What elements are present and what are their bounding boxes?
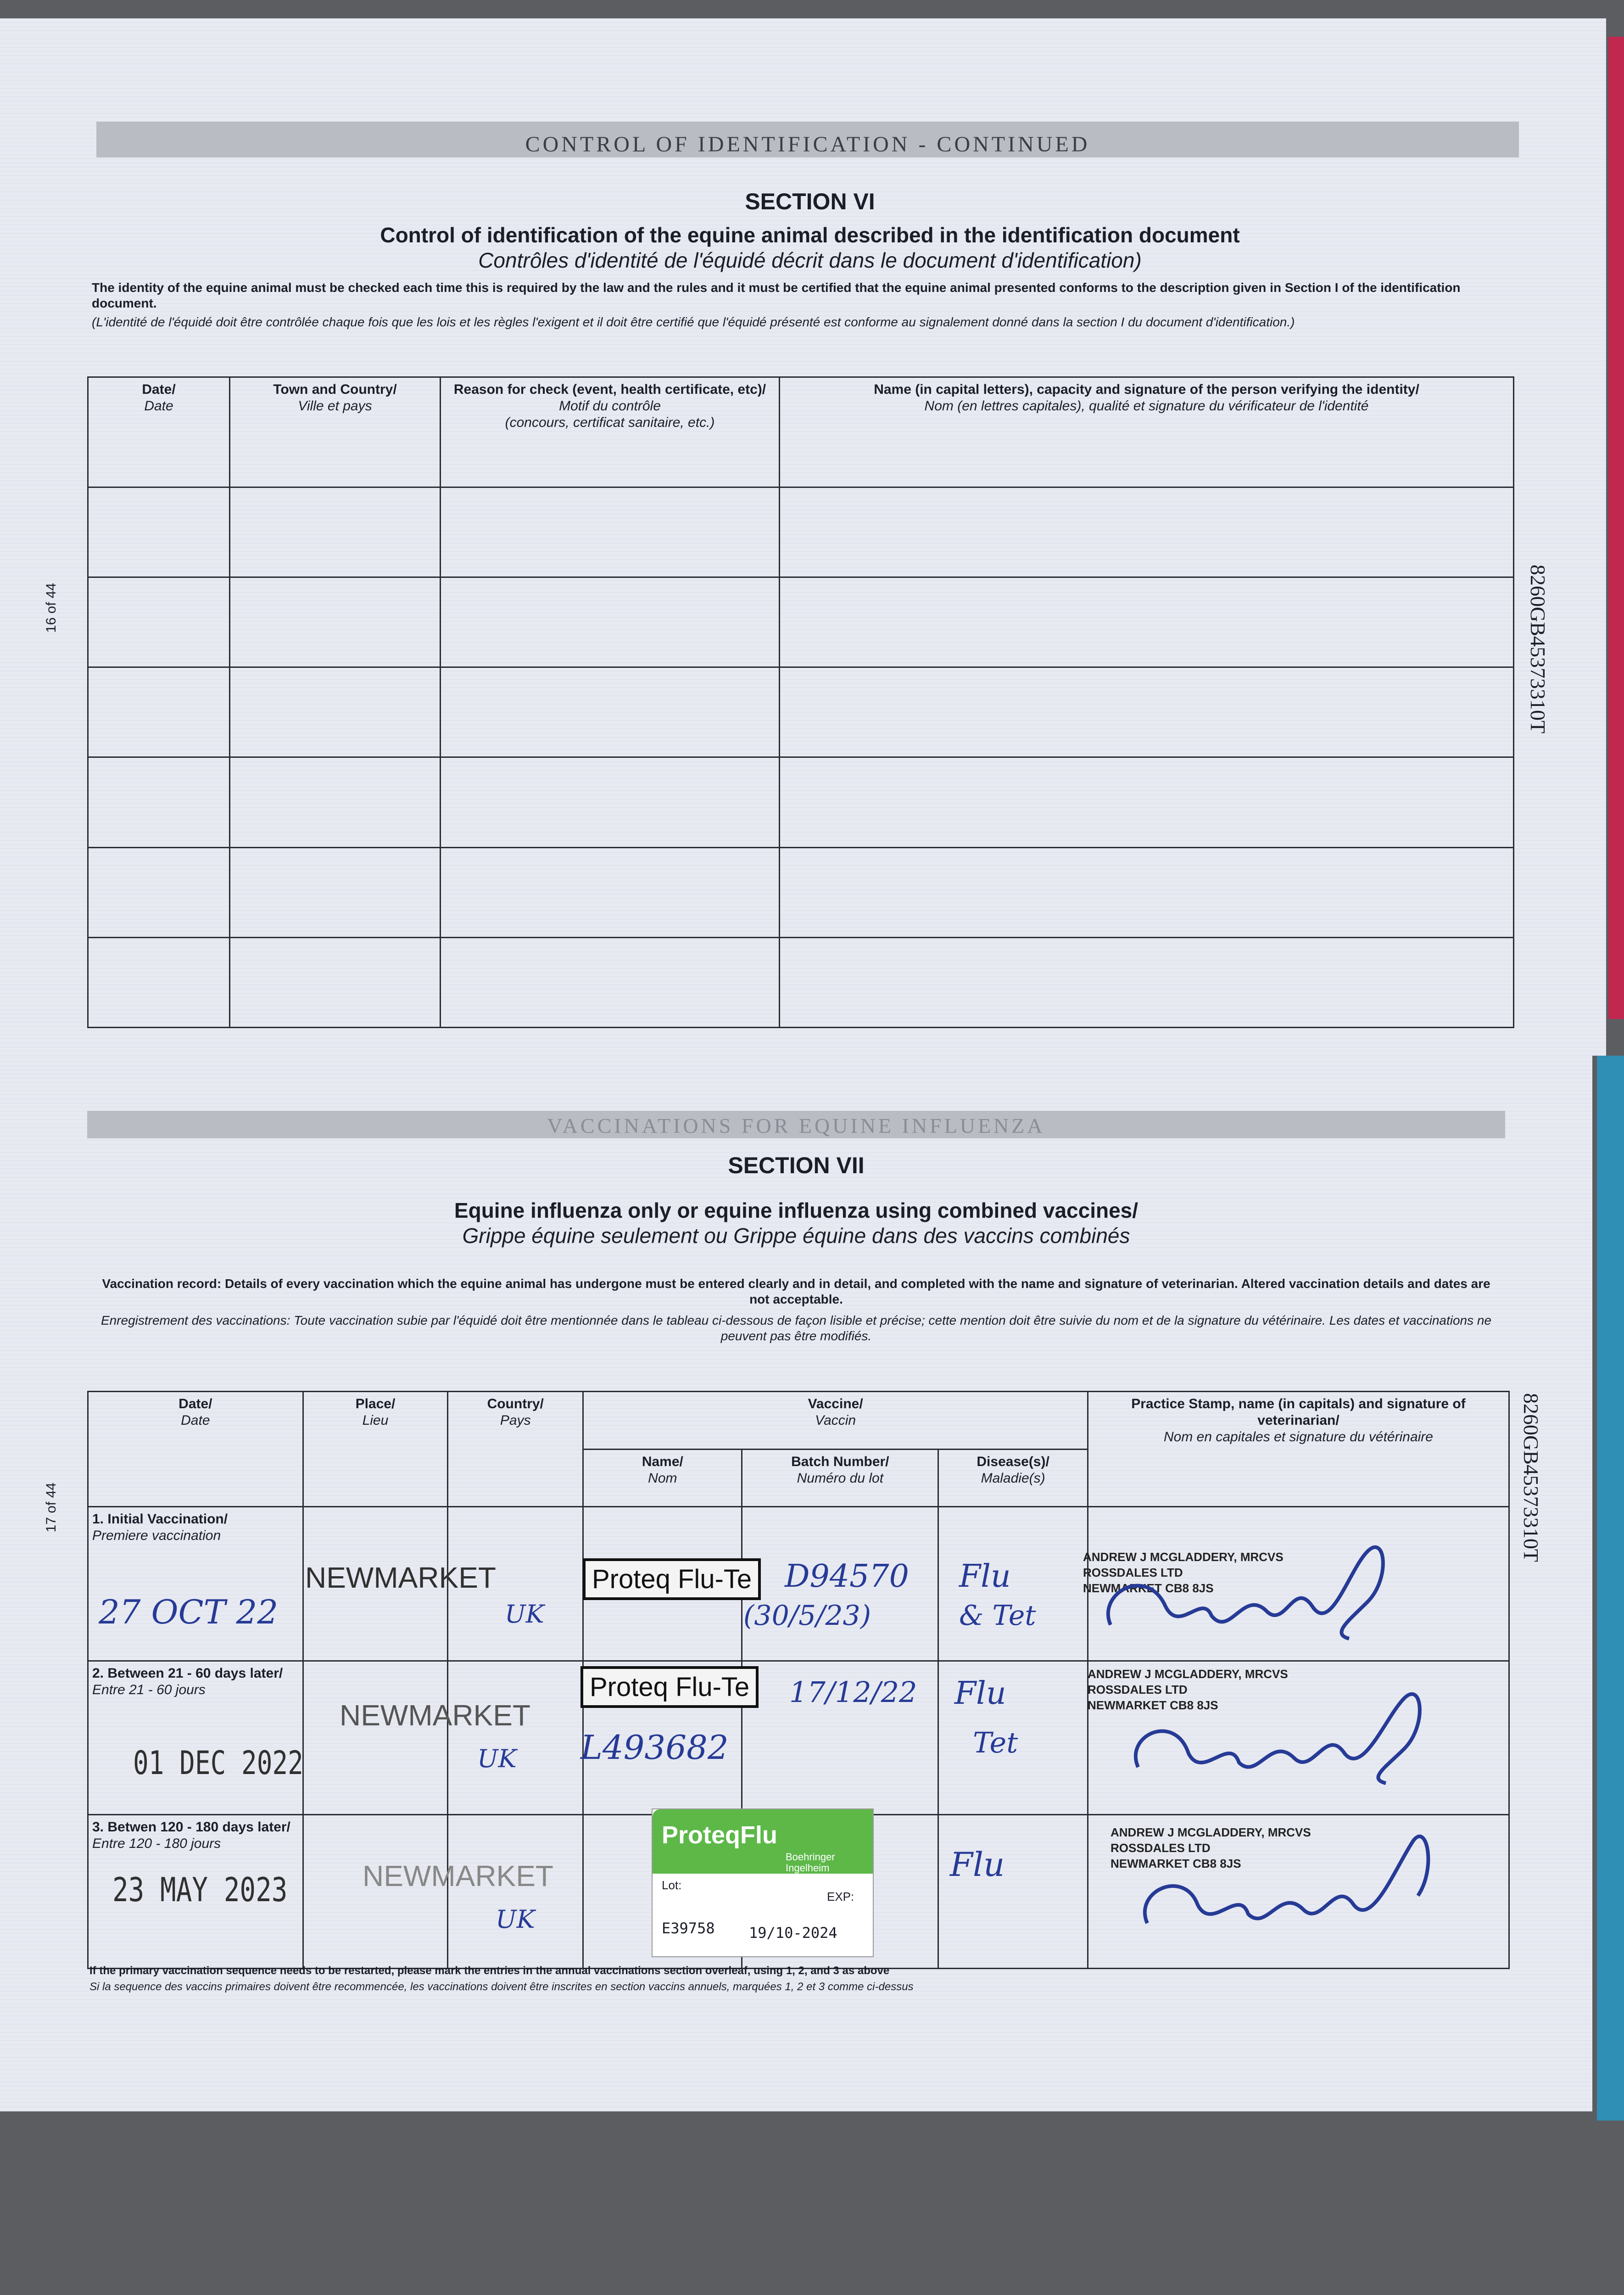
row1-date: 27 OCT 22: [99, 1593, 279, 1631]
row2-disease-2: Tet: [973, 1726, 1018, 1759]
sticker-exp: 19/10-2024: [749, 1924, 837, 1942]
row1-place-stamp: NEWMARKET: [305, 1561, 496, 1594]
table-row: 3. Betwen 120 - 180 days later/ Entre 120 - 180 jours: [88, 1814, 1509, 1968]
col-batch-header: Batch Number/ Numéro du lot: [742, 1449, 938, 1507]
col-date-header: Date/ Date: [88, 1392, 303, 1507]
col-place-header: Place/ Lieu: [303, 1392, 448, 1507]
table-row: 1. Initial Vaccination/ Premiere vaccination: [88, 1507, 1509, 1661]
section-vi-heading-fr: Contrôles d'identité de l'équidé décrit dans le document d'identification): [478, 248, 1142, 272]
row2-date-stamp: 01 DEC 2022: [133, 1744, 303, 1782]
sticker-lot-label: Lot:: [662, 1878, 682, 1892]
row1-disease: Flu: [959, 1558, 1011, 1595]
row2-batch: L493682: [580, 1728, 729, 1767]
section-band-control: CONTROL OF IDENTIFICATION - CONTINUED: [96, 122, 1519, 157]
passport-id-bottom: 8260GB45373310T: [1519, 1393, 1543, 1562]
section-vi-heading: Control of identification of the equine animal described in the identification document: [380, 223, 1240, 247]
table-row: [88, 487, 1514, 577]
row1-batch-expiry: (30/5/23): [743, 1600, 871, 1632]
row2-batch-date: 17/12/22: [789, 1675, 917, 1709]
section-vii-title: SECTION VII: [728, 1153, 865, 1178]
table-row: 2. Between 21 - 60 days later/ Entre 21 - 60 jours: [88, 1661, 1509, 1814]
row3-practice-stamp: ANDREW J MCGLADDERY, MRCVS ROSSDALES LTD NEWMARKET CB8 8JS: [1111, 1825, 1311, 1870]
col-town-header: Town and Country/ Ville et pays: [230, 377, 441, 487]
col-disease-header: Disease(s)/ Maladie(s): [938, 1449, 1088, 1507]
footer-note-fr: Si la sequence des vaccins primaires doivent être recommencée, les vaccinations doivent être inscrites en section vaccins annuels, marquées 1, 2 et 3 comme ci-dessus: [89, 1981, 914, 1993]
section-vi-title: SECTION VI: [745, 189, 875, 214]
identification-check-table: [87, 376, 1514, 1028]
table-row: [88, 577, 1514, 667]
cover-edge-blue: [1597, 1056, 1624, 2121]
table-row: [88, 667, 1514, 757]
row1-country: UK: [505, 1600, 544, 1629]
row3-signature: [1129, 1813, 1450, 1942]
page-number-17: 17 of 44: [44, 1483, 59, 1533]
row3-disease: Flu: [950, 1845, 1005, 1884]
row1-vaccine-stamp: Proteq Flu-Te: [583, 1558, 761, 1600]
section-vi-intro-fr: (L'identité de l'équidé doit être contrôlée chaque fois que les lois et les règles l'exigent et il doit être certifié que l'équidé présenté est conforme au signalement donné dans la section I du document d'identification.): [92, 315, 1295, 329]
section-vii-heading-fr: Grippe équine seulement ou Grippe équine dans des vaccins combinés: [462, 1224, 1130, 1248]
row3-date-stamp: 23 MAY 2023: [112, 1870, 288, 1909]
page-16: [0, 18, 1606, 1056]
footer-note: If the primary vaccination sequence needs to be restarted, please mark the entries in the annual vaccinations section overleaf, using 1, 2, and 3 as above: [89, 1965, 890, 1977]
row3-place-stamp: NEWMARKET: [363, 1859, 553, 1892]
col-country-header: Country/ Pays: [448, 1392, 583, 1507]
col-date-header: Date/ Date: [88, 377, 230, 487]
section-vii-heading: Equine influenza only or equine influenza using combined vaccines/: [454, 1198, 1138, 1222]
row3-country: UK: [496, 1905, 535, 1934]
section-vi-intro: The identity of the equine animal must be checked each time this is required by the law and the rules and it must be certified that the equine animal presented conforms to the description given in Section I of the identification document.: [92, 280, 1461, 310]
col-vaccine-header: Vaccine/ Vaccin: [583, 1392, 1088, 1450]
page-number-16: 16 of 44: [44, 583, 59, 633]
sticker-lot: E39758: [662, 1920, 715, 1937]
col-name-header: Name/ Nom: [583, 1449, 742, 1507]
page-17: [0, 1056, 1592, 2111]
table-row: [88, 757, 1514, 847]
row1-disease-2: & Tet: [959, 1600, 1036, 1632]
row2-disease: Flu: [954, 1675, 1006, 1712]
vaccination-record-note-fr: Enregistrement des vaccinations: Toute vaccination subie par l'équidé doit être mentionnée dans le tableau ci-dessous de façon lisible et précise; cette mention doit être suivie du nom et de la signature du vétérinaire. Les dates et vaccinations ne peuvent pas être modifiés.: [100, 1313, 1492, 1343]
sticker-brand: ProteqFlu: [662, 1821, 777, 1849]
table-row: [88, 847, 1514, 937]
col-reason-header: Reason for check (event, health certificate, etc)/ Motif du contrôle (concours, certificat sanitaire, etc.): [441, 377, 780, 487]
cover-edge-red: [1608, 37, 1624, 1019]
vaccination-record-note: Vaccination record: Details of every vaccination which the equine animal has undergone must be entered clearly and in detail, and completed with the name and signature of veterinarian. Altered vaccination details and dates are not acceptable.: [102, 1276, 1490, 1306]
row2-place-stamp: NEWMARKET: [340, 1699, 530, 1732]
sticker-exp-label: EXP:: [827, 1890, 854, 1903]
vaccine-batch-sticker: [652, 1808, 874, 1957]
section-band-vaccinations: VACCINATIONS FOR EQUINE INFLUENZA: [87, 1111, 1505, 1138]
table-row: [88, 937, 1514, 1027]
row1-batch: D94570: [785, 1558, 909, 1595]
row2-vaccine-stamp: Proteq Flu-Te: [580, 1666, 759, 1708]
row2-signature: [1111, 1666, 1441, 1786]
sticker-maker: Boehringer Ingelheim: [786, 1851, 835, 1874]
row2-country: UK: [477, 1744, 517, 1773]
row1-practice-stamp: ANDREW J MCGLADDERY, MRCVS ROSSDALES LTD NEWMARKET CB8 8JS: [1083, 1550, 1284, 1595]
col-verifier-header: Name (in capital letters), capacity and signature of the person verifying the identity/ Nom (en lettres capitales), qualité et signature du vérificateur de l'identité: [780, 377, 1514, 487]
passport-id-top: 8260GB45373310T: [1526, 565, 1550, 733]
row1-signature: [1092, 1524, 1423, 1652]
col-practice-header: Practice Stamp, name (in capitals) and signature of veterinarian/ Nom en capitales et signature du vétérinaire: [1088, 1392, 1509, 1507]
row2-practice-stamp: ANDREW J MCGLADDERY, MRCVS ROSSDALES LTD NEWMARKET CB8 8JS: [1088, 1667, 1288, 1712]
